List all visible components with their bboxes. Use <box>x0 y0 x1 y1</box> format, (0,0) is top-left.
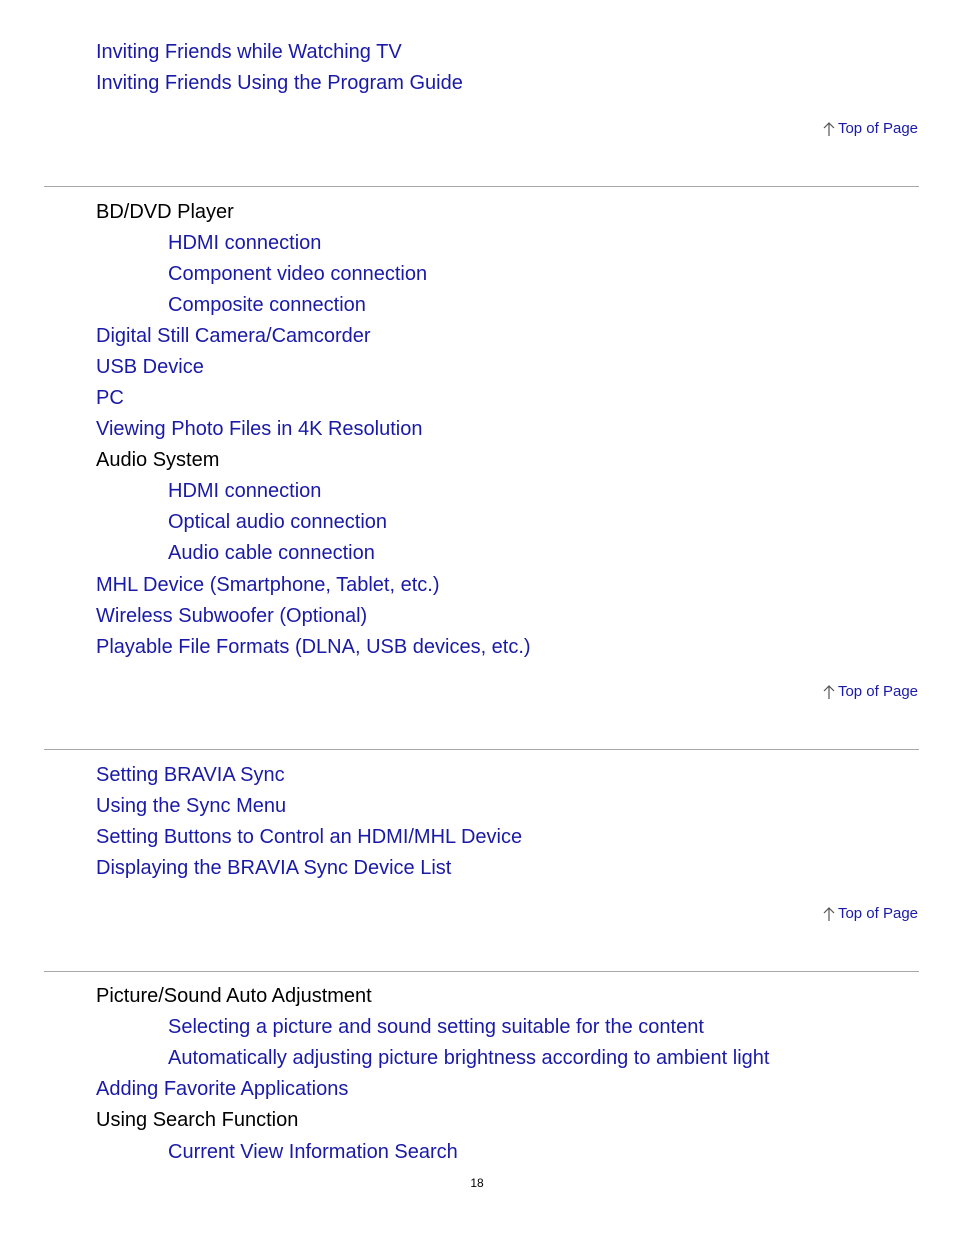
link-inviting-friends-program-guide[interactable]: Inviting Friends Using the Program Guide <box>96 72 463 94</box>
link-bravia-sync-device-list[interactable]: Displaying the BRAVIA Sync Device List <box>96 857 452 879</box>
section-divider <box>44 749 919 750</box>
arrow-up-icon <box>823 685 835 699</box>
top-of-page-link[interactable] <box>823 119 918 138</box>
link-selecting-picture-sound-setting[interactable]: Selecting a picture and sound setting suitable for the content <box>168 1016 704 1038</box>
link-pc[interactable]: PC <box>96 387 124 409</box>
page-number: 18 <box>470 1176 484 1190</box>
link-viewing-photo-4k[interactable]: Viewing Photo Files in 4K Resolution <box>96 418 423 440</box>
arrow-up-icon <box>823 907 835 921</box>
link-digital-still-camera[interactable]: Digital Still Camera/Camcorder <box>96 325 371 347</box>
link-current-view-information-search[interactable]: Current View Information Search <box>168 1141 458 1163</box>
heading-picture-sound-auto-adjustment: Picture/Sound Auto Adjustment <box>96 985 372 1007</box>
link-auto-adjust-brightness[interactable]: Automatically adjusting picture brightness according to ambient light <box>168 1047 770 1069</box>
link-component-video-connection[interactable]: Component video connection <box>168 263 428 285</box>
link-inviting-friends-watching-tv[interactable]: Inviting Friends while Watching TV <box>96 41 402 63</box>
link-optical-audio-connection[interactable]: Optical audio connection <box>168 511 388 533</box>
top-of-page-link[interactable] <box>823 682 918 701</box>
top-of-page-label: Top of Page <box>837 120 918 137</box>
heading-audio-system: Audio System <box>96 449 220 471</box>
link-wireless-subwoofer[interactable]: Wireless Subwoofer (Optional) <box>96 605 368 627</box>
link-mhl-device[interactable]: MHL Device (Smartphone, Tablet, etc.) <box>96 574 440 596</box>
link-using-sync-menu[interactable]: Using the Sync Menu <box>96 795 287 817</box>
top-of-page-label: Top of Page <box>837 905 918 922</box>
arrow-up-icon <box>823 122 835 136</box>
link-audio-hdmi-connection[interactable]: HDMI connection <box>168 480 322 502</box>
link-usb-device[interactable]: USB Device <box>96 356 204 378</box>
section-divider <box>44 971 919 972</box>
link-composite-connection[interactable]: Composite connection <box>168 294 366 316</box>
heading-bd-dvd-player: BD/DVD Player <box>96 201 234 223</box>
link-playable-file-formats[interactable]: Playable File Formats (DLNA, USB devices, etc.) <box>96 636 531 658</box>
link-setting-buttons-hdmi-mhl[interactable]: Setting Buttons to Control an HDMI/MHL Device <box>96 826 523 848</box>
link-setting-bravia-sync[interactable]: Setting BRAVIA Sync <box>96 764 285 786</box>
top-of-page-label: Top of Page <box>837 683 918 700</box>
section-divider <box>44 186 919 187</box>
link-hdmi-connection[interactable]: HDMI connection <box>168 232 322 254</box>
link-adding-favorite-applications[interactable]: Adding Favorite Applications <box>96 1078 349 1100</box>
heading-using-search-function: Using Search Function <box>96 1109 299 1131</box>
link-audio-cable-connection[interactable]: Audio cable connection <box>168 542 375 564</box>
top-of-page-link[interactable] <box>823 904 918 923</box>
